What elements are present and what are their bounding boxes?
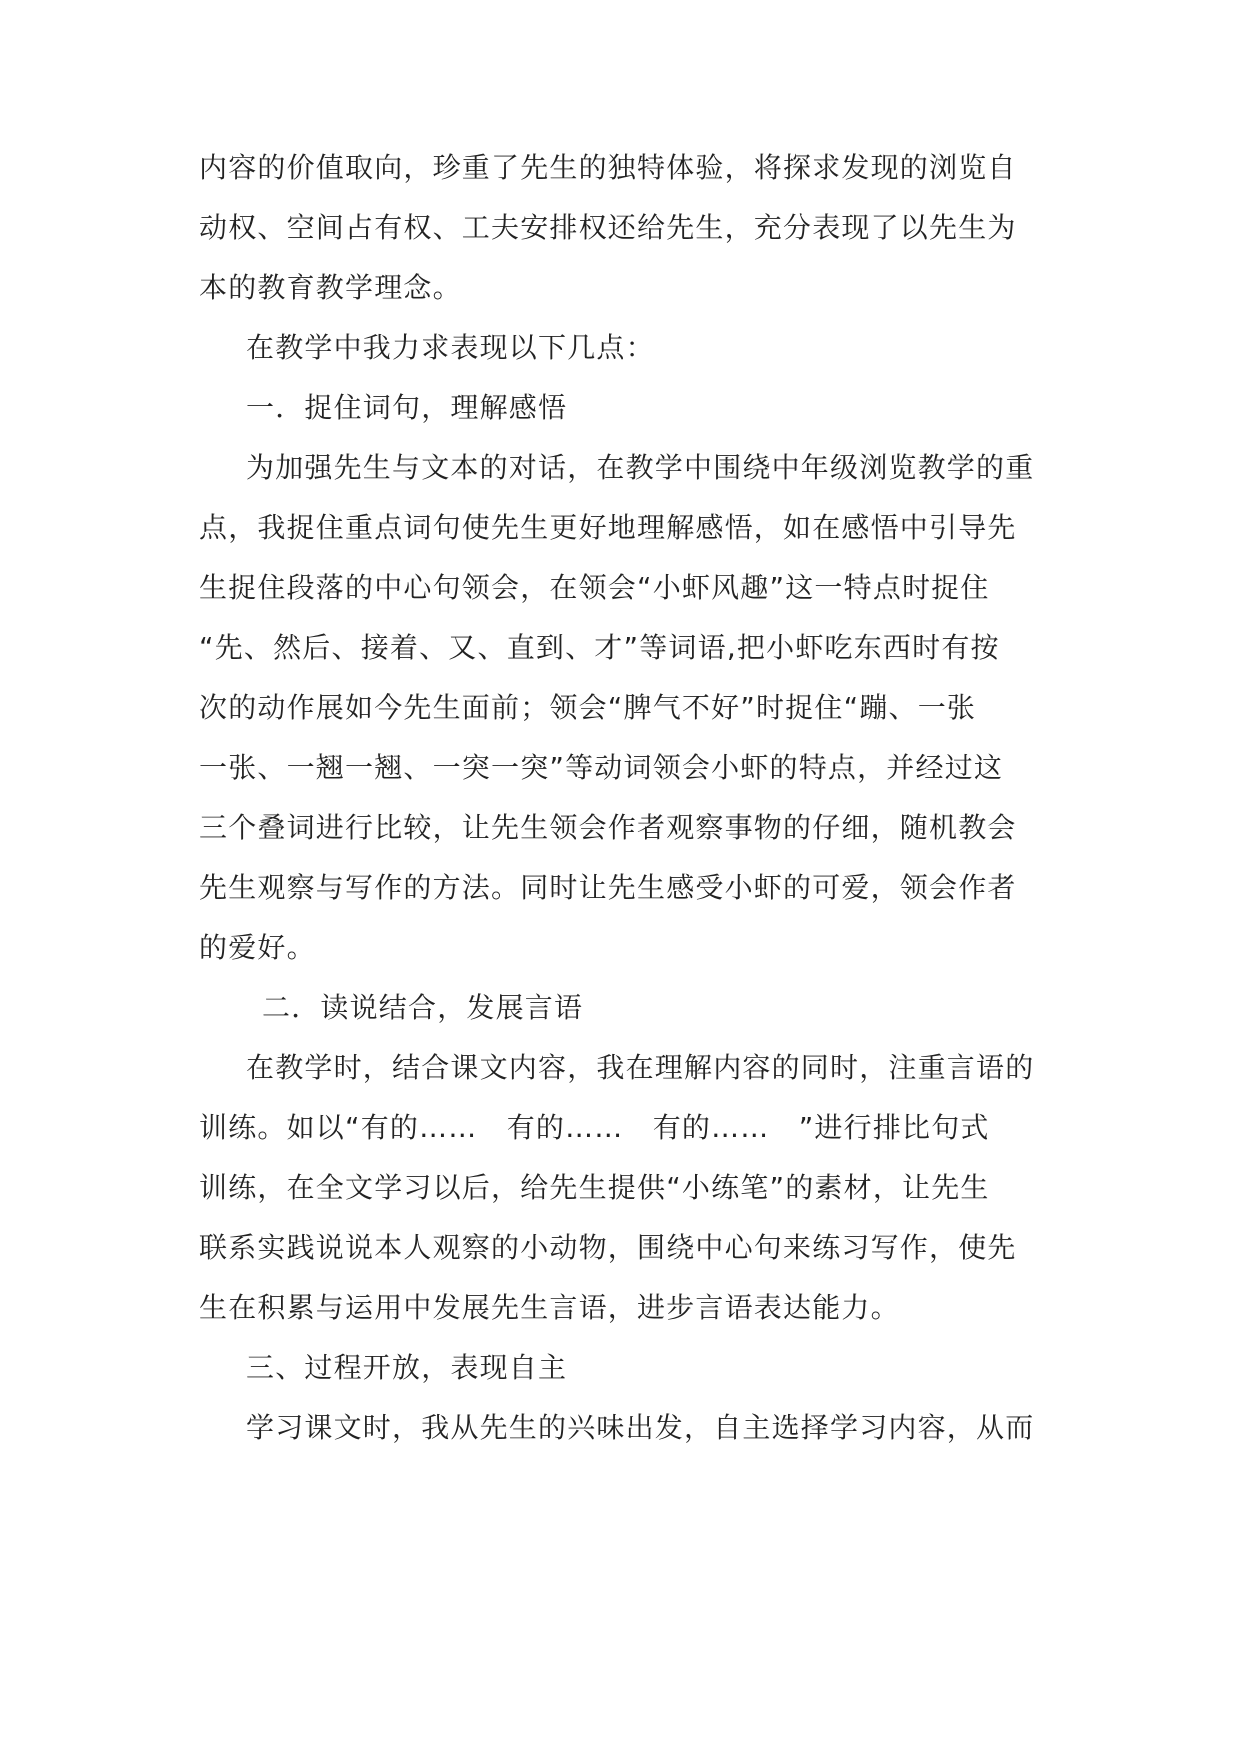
paragraph-line: 先生观察与写作的方法。同时让先生感受小虾的可爱，领会作者 [199, 871, 1017, 904]
paragraph-line: 动权、空间占有权、工夫安排权还给先生，充分表现了以先生为 [199, 211, 1017, 244]
paragraph-line: 生在积累与运用中发展先生言语，进步言语表达能力。 [199, 1291, 900, 1324]
paragraph-line: “先、然后、接着、又、直到、才”等词语,把小虾吃东西时有按 [199, 631, 1000, 664]
paragraph-line: 点，我捉住重点词句使先生更好地理解感悟，如在感悟中引导先 [199, 511, 1017, 544]
paragraph-line: 学习课文时，我从先生的兴味出发，自主选择学习内容，从而 [246, 1411, 1035, 1444]
paragraph-line: 在教学中我力求表现以下几点： [246, 331, 655, 364]
section-heading-2: 二．读说结合，发展言语 [262, 991, 584, 1024]
paragraph-line: 生捉住段落的中心句领会，在领会“小虾风趣”这一特点时捉住 [199, 571, 990, 604]
paragraph-line: 内容的价值取向，珍重了先生的独特体验，将探求发现的浏览自 [199, 151, 1017, 184]
paragraph-line: 为加强先生与文本的对话，在教学中围绕中年级浏览教学的重 [246, 451, 1035, 484]
paragraph-line: 三个叠词进行比较，让先生领会作者观察事物的仔细，随机教会 [199, 811, 1017, 844]
paragraph-line: 本的教育教学理念。 [199, 271, 462, 304]
paragraph-line: 的爱好。 [199, 931, 316, 964]
paragraph-line: 训练。如以“有的…… 有的…… 有的…… ”进行排比句式 [199, 1111, 990, 1144]
paragraph-line: 训练，在全文学习以后，给先生提供“小练笔”的素材，让先生 [199, 1171, 990, 1204]
section-heading-1: 一．捉住词句，理解感悟 [246, 391, 568, 424]
section-heading-3: 三、过程开放，表现自主 [246, 1351, 568, 1384]
paragraph-line: 次的动作展如今先生面前；领会“脾气不好”时捉住“蹦、一张 [199, 691, 977, 724]
paragraph-line: 一张、一翘一翘、一突一突”等动词领会小虾的特点，并经过这 [199, 751, 1004, 784]
paragraph-line: 联系实践说说本人观察的小动物，围绕中心句来练习写作，使先 [199, 1231, 1017, 1264]
paragraph-line: 在教学时，结合课文内容，我在理解内容的同时，注重言语的 [246, 1051, 1035, 1084]
